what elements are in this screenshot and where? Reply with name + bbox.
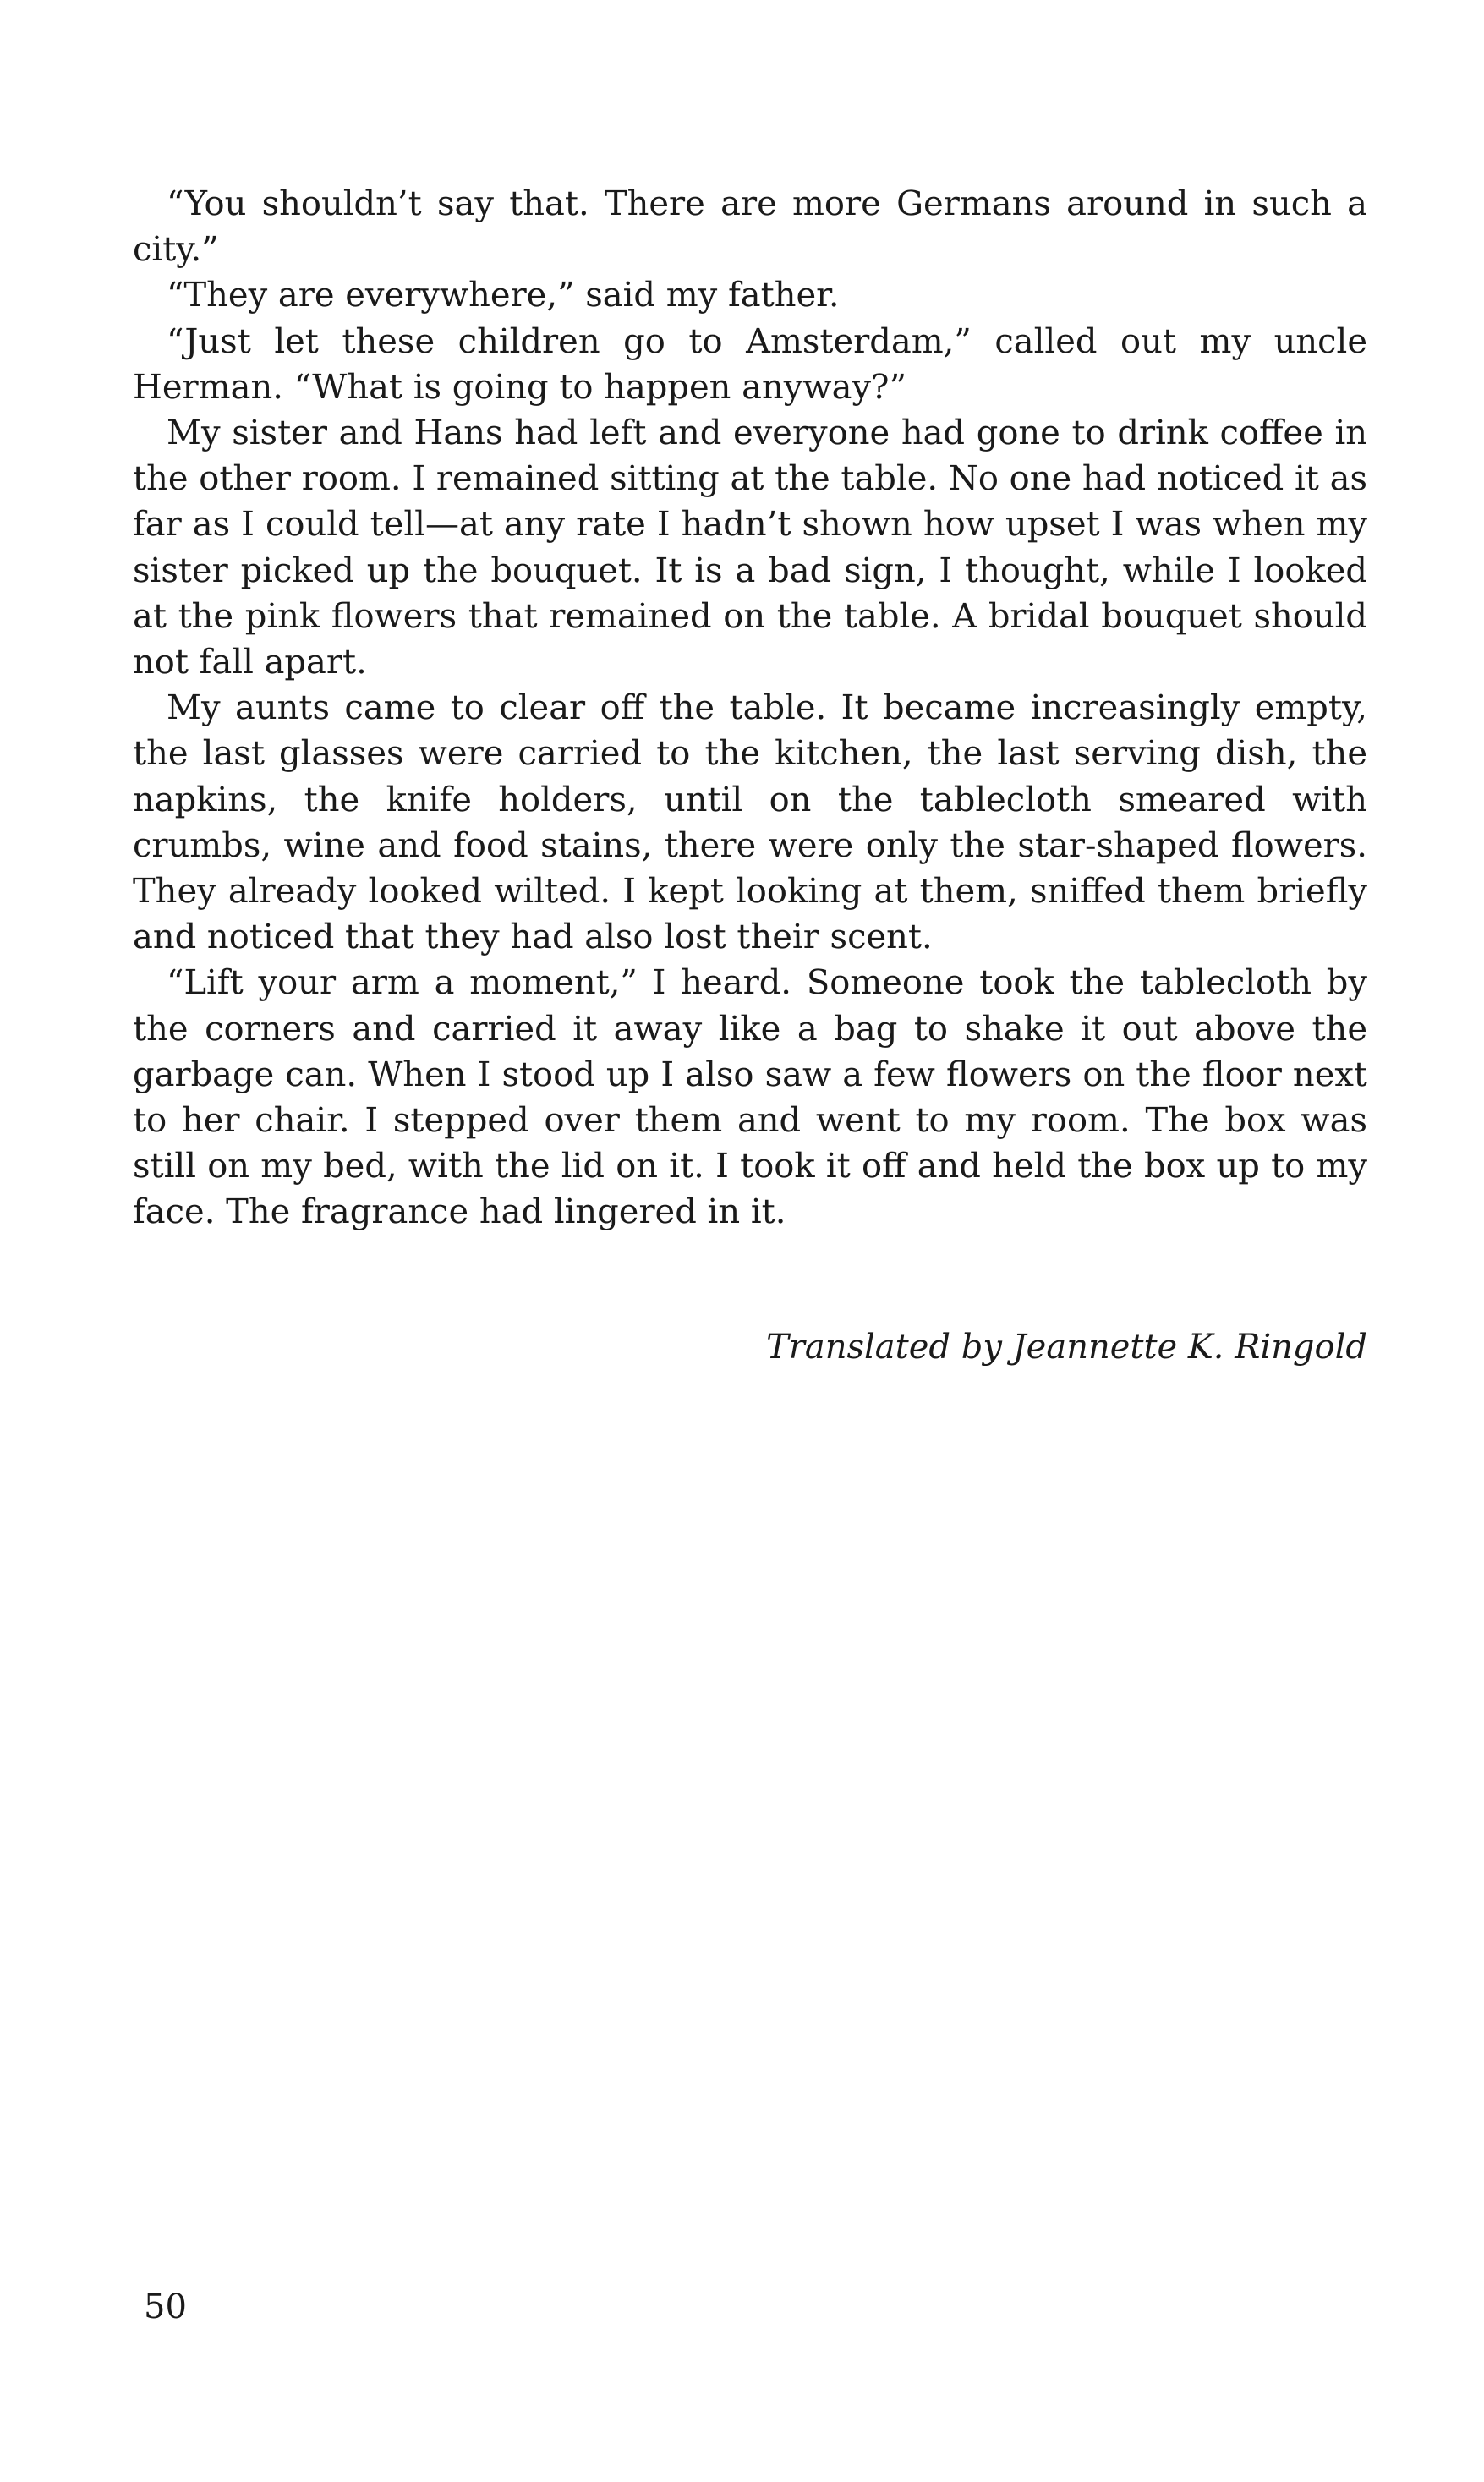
paragraph: “You shouldn’t say that. There are more Germans around in such a city.” (133, 184, 1367, 270)
body-text (133, 181, 1367, 1236)
translator-credit: Translated by Jeannette K. Ringold (766, 1328, 1367, 1367)
paragraph: “They are everywhere,” said my father. (167, 276, 840, 315)
page-number: 50 (144, 2287, 187, 2326)
paragraph: “Lift your arm a moment,” I heard. Someone took the tablecloth by the corners and carried it away like a bag to shake it out above the garbage can. When I stood up I also saw a few flowers on the floor next to her chair. I stepped over them and went to my room. The box was still on my bed, with the lid on it. I took it off and held the box up to my face. The fragrance had lingered in it. (133, 963, 1367, 1232)
paragraph: My sister and Hans had left and everyone had gone to drink coffee in the other room. I remained sitting at the table. No one had noticed it as far as I could tell—at any rate I hadn’t shown how upset I was when my sister picked up the bouquet. It is a bad sign, I thought, while I looked at the pink flowers that remained on the table. A bridal bouquet should not fall apart. (133, 414, 1367, 682)
paragraph: My aunts came to clear off the table. It became increasingly empty, the last glasses were carried to the kitchen, the last serving dish, the napkins, the knife holders, until on the tablecloth smeared with crumbs, wine and food stains, there were only the star-shaped flowers. They already looked wilted. I kept looking at them, sniffed them briefly and noticed that they had also lost their scent. (133, 688, 1367, 957)
paragraph: “Just let these children go to Amsterdam,” called out my uncle Herman. “What is going to happen anyway?” (133, 321, 1367, 407)
